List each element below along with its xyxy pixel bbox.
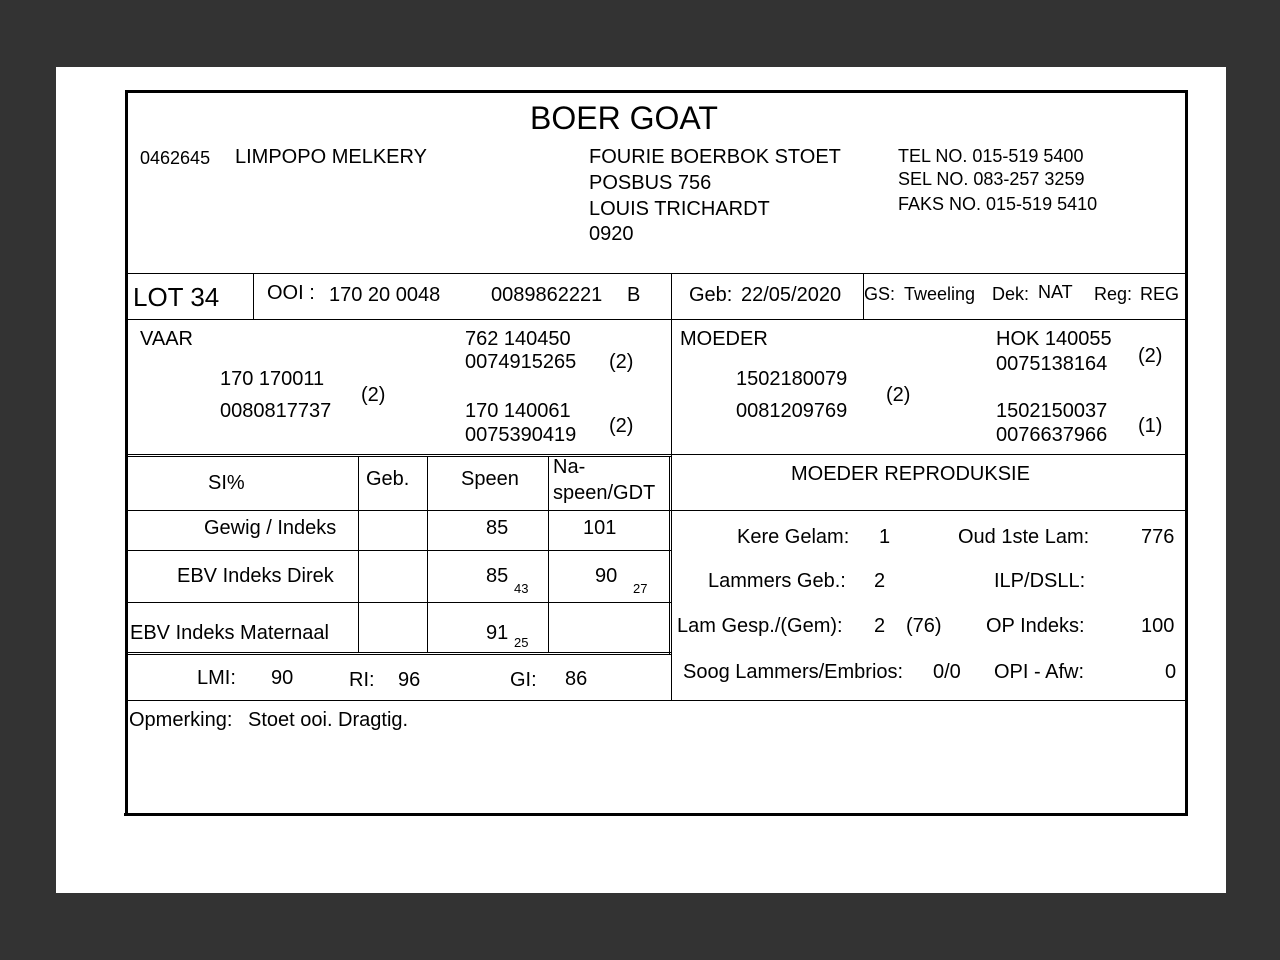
vaar-dam-code: 0075390419 (465, 424, 577, 446)
si-row-speen-sub: 25 (514, 635, 529, 650)
gi-value: 86 (565, 668, 588, 690)
si-row-speen: 85 (486, 517, 509, 539)
vaar-dam-id: 170 140061 (465, 400, 571, 422)
op-indeks-label: OP Indeks: (986, 615, 1085, 637)
vaar-id: 170 170011 (220, 368, 325, 390)
vaar-score: (2) (361, 384, 386, 406)
card-title: BOER GOAT (530, 100, 718, 136)
lot-row-bottom-line (126, 319, 1186, 320)
center-divider (671, 273, 672, 700)
contact-sel: SEL NO. 083-257 3259 (898, 169, 1085, 189)
si-col-naspeen-divider (548, 456, 549, 652)
si-row-label: EBV Indeks Maternaal (130, 622, 329, 644)
lam-gesp-value: 2 (874, 615, 886, 637)
vaar-sire-code: 0074915265 (465, 351, 577, 373)
op-indeks-value: 100 (1141, 615, 1175, 637)
si-table-top-line (126, 456, 671, 457)
si-row-speen-sub: 43 (514, 581, 529, 596)
vaar-sire-id: 762 140450 (465, 328, 571, 350)
vaar-dam-score: (2) (609, 415, 634, 437)
gi-label: GI: (510, 669, 537, 691)
lmi-label: LMI: (197, 667, 236, 689)
seller-line-2: POSBUS 756 (589, 172, 712, 194)
dek-value: NAT (1038, 282, 1073, 302)
vaar-sire-score: (2) (609, 351, 634, 373)
card-border-top (126, 90, 1188, 93)
lam-gesp-label: Lam Gesp./(Gem): (677, 615, 843, 637)
si-row-naspeen: 101 (583, 517, 617, 539)
si-right-border (669, 456, 670, 654)
ilp-label: ILP/DSLL: (994, 570, 1086, 592)
soog-value: 0/0 (933, 661, 961, 683)
moeder-sire-code: 0075138164 (996, 353, 1108, 375)
opi-label: OPI - Afw: (994, 661, 1085, 683)
ooi-number: 170 20 0048 (329, 284, 441, 306)
si-col-speen-divider (427, 456, 428, 652)
lot-label: LOT 34 (133, 282, 220, 312)
si-header-line (126, 510, 1186, 511)
si-row-label: EBV Indeks Direk (177, 565, 334, 587)
kere-gelam-label: Kere Gelam: (737, 526, 850, 548)
card-border-right (1185, 90, 1188, 816)
ooi-code: 0089862221 (491, 284, 603, 306)
si-header-si: SI% (208, 472, 245, 494)
lam-gesp-average: (76) (906, 615, 942, 637)
card-border-left (125, 90, 128, 816)
moeder-sire-score: (2) (1138, 345, 1163, 367)
si-row3-line (126, 652, 671, 653)
ri-label: RI: (349, 669, 375, 691)
breeder-name: LIMPOPO MELKERY (235, 146, 427, 168)
moeder-id: 1502180079 (736, 368, 848, 390)
contact-faks: FAKS NO. 015-519 5410 (898, 194, 1098, 214)
soog-label: Soog Lammers/Embrios: (683, 661, 904, 683)
geb-label: Geb: (689, 284, 733, 306)
seller-line-1: FOURIE BOERBOK STOET (589, 146, 841, 168)
reg-value: REG (1140, 284, 1180, 304)
opi-value: 0 (1165, 661, 1177, 683)
si-header-speen: Speen (461, 468, 519, 490)
oud-lam-value: 776 (1141, 526, 1175, 548)
si-col-geb-divider (358, 456, 359, 652)
moeder-dam-id: 1502150037 (996, 400, 1108, 422)
contact-tel: TEL NO. 015-519 5400 (898, 146, 1084, 166)
kere-gelam-value: 1 (879, 526, 891, 548)
moeder-dam-code: 0076637966 (996, 424, 1108, 446)
card-border-bottom (124, 813, 1188, 816)
moeder-score: (2) (886, 384, 911, 406)
geb-date: 22/05/2020 (741, 284, 842, 306)
gs-value: Tweeling (904, 284, 976, 304)
lammers-geb-label: Lammers Geb.: (708, 570, 846, 592)
si-table-bottom-line (126, 654, 671, 655)
si-row-naspeen: 90 (595, 565, 618, 587)
moeder-dam-score: (1) (1138, 415, 1163, 437)
lammers-geb-value: 2 (874, 570, 886, 592)
remark-label: Opmerking: (129, 709, 233, 731)
vaar-code: 0080817737 (220, 400, 332, 422)
ooi-grade: B (627, 284, 641, 306)
si-header-na: Na- (553, 456, 586, 478)
ooi-label: OOI : (267, 282, 315, 304)
reproduksie-title: MOEDER REPRODUKSIE (791, 463, 1030, 485)
dek-label: Dek: (992, 284, 1030, 304)
si-row2-line (126, 602, 671, 603)
seller-line-4: 0920 (589, 223, 634, 245)
si-row-label: Gewig / Indeks (204, 517, 337, 539)
si-row-speen: 91 (486, 622, 509, 644)
lmi-value: 90 (271, 667, 294, 689)
gs-label: GS: (864, 284, 896, 304)
si-header-speengdt: speen/GDT (553, 482, 656, 504)
moeder-sire-id: HOK 140055 (996, 328, 1112, 350)
si-row-speen: 85 (486, 565, 509, 587)
moeder-label: MOEDER (680, 328, 768, 350)
vaar-label: VAAR (140, 328, 193, 350)
remark-text: Stoet ooi. Dragtig. (248, 709, 409, 731)
oud-lam-label: Oud 1ste Lam: (958, 526, 1090, 548)
si-row-naspeen-sub: 27 (633, 581, 648, 596)
lot-row-top-line (126, 273, 1186, 274)
si-header-geb: Geb. (366, 468, 410, 490)
pedigree-bottom-line (126, 454, 1186, 455)
reg-label: Reg: (1094, 284, 1133, 304)
moeder-code: 0081209769 (736, 400, 848, 422)
ri-value: 96 (398, 669, 421, 691)
lot-divider (253, 273, 254, 319)
seller-line-3: LOUIS TRICHARDT (589, 198, 770, 220)
remark-top-line (126, 700, 1186, 701)
si-row1-line (126, 550, 671, 551)
breeder-id: 0462645 (140, 148, 211, 168)
